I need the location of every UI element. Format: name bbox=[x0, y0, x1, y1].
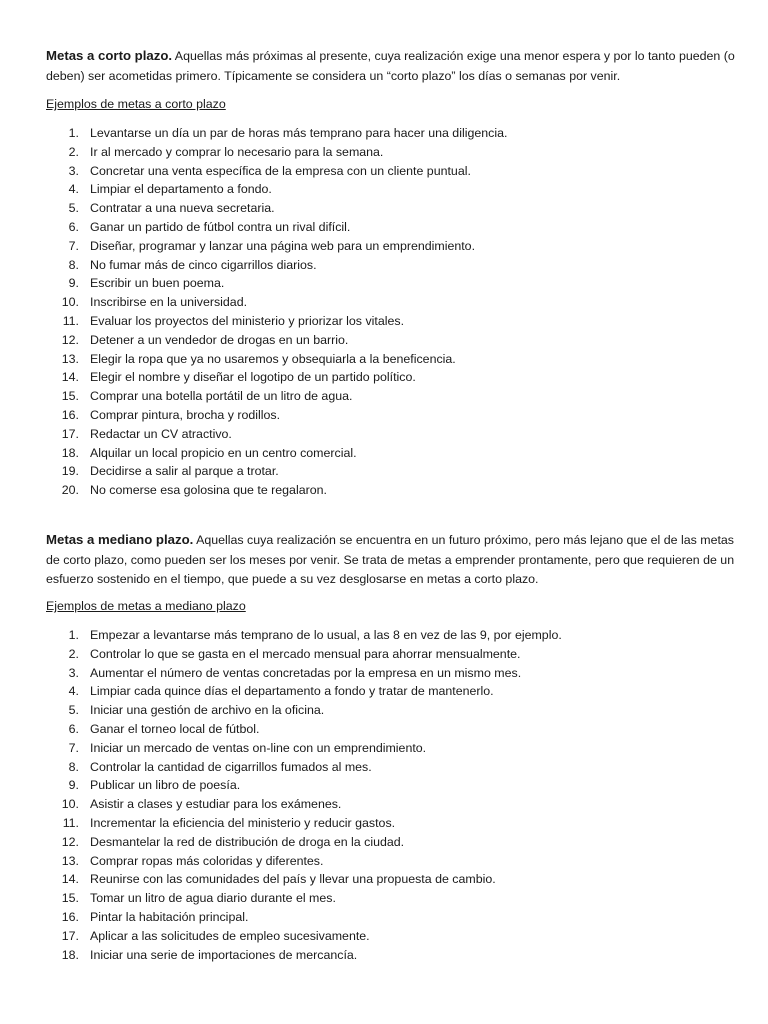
list-item-text: Detener a un vendedor de drogas en un barrio. bbox=[90, 332, 349, 347]
list-item-text: Alquilar un local propicio en un centro comercial. bbox=[90, 445, 357, 460]
medium-term-list-wrap bbox=[46, 626, 736, 964]
list-item-text: Pintar la habitación principal. bbox=[90, 909, 249, 924]
medium-term-examples-heading-wrap bbox=[46, 597, 736, 616]
list-item-text: Levantarse un día un par de horas más temprano para hacer una diligencia. bbox=[90, 126, 508, 140]
list-item-text: Controlar lo que se gasta en el mercado mensual para ahorrar mensualmente. bbox=[90, 646, 521, 661]
list-item-number: 4. bbox=[68, 684, 79, 699]
list-item-text: Inscribirse en la universidad. bbox=[90, 295, 248, 310]
list-item-text: Reunirse con las comunidades del país y llevar una propuesta de cambio. bbox=[90, 872, 496, 887]
list-item-number: 15. bbox=[61, 891, 79, 906]
list-item-number: 14. bbox=[61, 370, 79, 385]
list-item-number: 9. bbox=[68, 276, 79, 291]
list-item-number: 1. bbox=[68, 126, 79, 140]
list-item-number: 2. bbox=[68, 144, 79, 159]
list-item bbox=[46, 645, 736, 664]
list-item-text: Incrementar la eficiencia del ministerio y reducir gastos. bbox=[90, 815, 396, 830]
medium-term-body: Aquellas cuya realización se encuentra en un futuro próximo, pero más lejano que el de las metas de corto plazo, como pueden ser los meses por venir. Se trata de metas a emprender prontamente, pero que requieren de un esfuerzo sostenido en el tiempo, que puede a su vez desglosarse en metas a corto plazo. bbox=[46, 533, 735, 586]
list-item-number: 7. bbox=[68, 238, 79, 253]
short-term-body: Aquellas más próximas al presente, cuya realización exige una menor espera y por lo tanto pueden (o deben) ser acometidas primero. Típicamente se considera un “corto plazo” los días o semanas por venir. bbox=[46, 49, 735, 83]
short-term-examples-heading-wrap bbox=[46, 95, 736, 114]
list-item-number: 8. bbox=[68, 759, 79, 774]
list-item-number: 9. bbox=[68, 778, 79, 793]
list-item bbox=[46, 664, 736, 683]
list-item-number: 3. bbox=[68, 163, 79, 178]
list-item bbox=[46, 701, 736, 720]
list-item-text: Ir al mercado y comprar lo necesario para la semana. bbox=[90, 144, 384, 159]
list-item bbox=[46, 406, 736, 425]
list-item bbox=[46, 946, 736, 965]
list-item-number: 1. bbox=[68, 628, 79, 642]
list-item bbox=[46, 776, 736, 795]
list-item-text: Publicar un libro de poesía. bbox=[90, 778, 241, 793]
medium-term-paragraph bbox=[46, 530, 736, 590]
list-item bbox=[46, 720, 736, 739]
list-item-number: 13. bbox=[61, 351, 79, 366]
list-item-text: Escribir un buen poema. bbox=[90, 276, 225, 291]
list-item-number: 3. bbox=[68, 665, 79, 680]
list-item-text: Empezar a levantarse más temprano de lo usual, a las 8 en vez de las 9, por ejemplo. bbox=[90, 628, 562, 642]
list-item bbox=[46, 256, 736, 275]
short-term-list-wrap bbox=[46, 124, 736, 500]
list-item-number: 19. bbox=[61, 464, 79, 479]
list-item bbox=[46, 143, 736, 162]
short-term-lead: Metas a corto plazo. bbox=[46, 48, 173, 63]
list-item bbox=[46, 293, 736, 312]
list-item-text: Ganar el torneo local de fútbol. bbox=[90, 721, 260, 736]
list-item bbox=[46, 889, 736, 908]
list-item-number: 16. bbox=[61, 407, 79, 422]
list-item-text: Decidirse a salir al parque a trotar. bbox=[90, 464, 279, 479]
list-item-number: 12. bbox=[61, 332, 79, 347]
list-item-number: 2. bbox=[68, 646, 79, 661]
list-item-number: 11. bbox=[62, 313, 79, 328]
list-item bbox=[46, 758, 736, 777]
list-item-text: Elegir el nombre y diseñar el logotipo de un partido político. bbox=[90, 370, 416, 385]
list-item bbox=[46, 218, 736, 237]
list-item bbox=[46, 162, 736, 181]
list-item-text: Concretar una venta específica de la empresa con un cliente puntual. bbox=[90, 163, 471, 178]
short-term-paragraph bbox=[46, 46, 736, 86]
list-item bbox=[46, 814, 736, 833]
list-item-number: 4. bbox=[68, 182, 79, 197]
list-item bbox=[46, 682, 736, 701]
list-item-number: 14. bbox=[61, 872, 79, 887]
short-term-examples-heading: Ejemplos de metas a corto plazo bbox=[46, 97, 226, 111]
list-item bbox=[46, 368, 736, 387]
list-item-text: Asistir a clases y estudiar para los exámenes. bbox=[90, 797, 342, 812]
list-item-text: Aumentar el número de ventas concretadas por la empresa en un mismo mes. bbox=[90, 665, 522, 680]
list-item-text: Iniciar un mercado de ventas on-line con un emprendimiento. bbox=[90, 740, 427, 755]
list-item bbox=[46, 350, 736, 369]
list-item-text: Evaluar los proyectos del ministerio y priorizar los vitales. bbox=[90, 313, 405, 328]
list-item-number: 15. bbox=[61, 389, 79, 404]
short-term-section bbox=[46, 46, 736, 86]
list-item bbox=[46, 387, 736, 406]
list-item-number: 6. bbox=[68, 721, 79, 736]
list-item-number: 12. bbox=[61, 834, 79, 849]
list-item-text: Iniciar una gestión de archivo en la oficina. bbox=[90, 703, 325, 718]
list-item-text: No comerse esa golosina que te regalaron. bbox=[90, 483, 327, 498]
list-item bbox=[46, 180, 736, 199]
list-item-number: 7. bbox=[68, 740, 79, 755]
list-item bbox=[46, 927, 736, 946]
list-item bbox=[46, 739, 736, 758]
list-item bbox=[46, 626, 736, 645]
medium-term-lead: Metas a mediano plazo. bbox=[46, 532, 194, 547]
list-item bbox=[46, 833, 736, 852]
list-item bbox=[46, 331, 736, 350]
list-item-text: Comprar pintura, brocha y rodillos. bbox=[90, 407, 281, 422]
list-item bbox=[46, 124, 736, 143]
list-item-text: Redactar un CV atractivo. bbox=[90, 426, 232, 441]
list-item-number: 11. bbox=[62, 815, 79, 830]
list-item bbox=[46, 795, 736, 814]
list-item bbox=[46, 237, 736, 256]
list-item-text: Contratar a una nueva secretaria. bbox=[90, 201, 275, 216]
list-item-text: Elegir la ropa que ya no usaremos y obsequiarla a la beneficencia. bbox=[90, 351, 456, 366]
list-item-number: 5. bbox=[68, 703, 79, 718]
medium-term-section bbox=[46, 530, 736, 590]
list-item-text: Comprar una botella portátil de un litro de agua. bbox=[90, 389, 353, 404]
list-item-text: Comprar ropas más coloridas y diferentes. bbox=[90, 853, 324, 868]
list-item-number: 18. bbox=[61, 947, 79, 962]
list-item-text: Diseñar, programar y lanzar una página web para un emprendimiento. bbox=[90, 238, 476, 253]
list-item bbox=[46, 425, 736, 444]
short-term-list bbox=[46, 124, 736, 500]
list-item-text: Desmantelar la red de distribución de droga en la ciudad. bbox=[90, 834, 405, 849]
list-item-number: 10. bbox=[61, 295, 79, 310]
list-item-text: Aplicar a las solicitudes de empleo sucesivamente. bbox=[90, 928, 370, 943]
list-item-number: 5. bbox=[68, 201, 79, 216]
medium-term-list bbox=[46, 626, 736, 964]
list-item-text: No fumar más de cinco cigarrillos diarios. bbox=[90, 257, 317, 272]
list-item-text: Ganar un partido de fútbol contra un rival difícil. bbox=[90, 219, 351, 234]
list-item bbox=[46, 444, 736, 463]
list-item-text: Limpiar cada quince días el departamento a fondo y tratar de mantenerlo. bbox=[90, 684, 494, 699]
medium-term-examples-heading: Ejemplos de metas a mediano plazo bbox=[46, 599, 246, 613]
list-item bbox=[46, 852, 736, 871]
list-item bbox=[46, 870, 736, 889]
list-item-number: 13. bbox=[61, 853, 79, 868]
list-item-text: Iniciar una serie de importaciones de mercancía. bbox=[90, 947, 358, 962]
list-item-number: 6. bbox=[68, 219, 79, 234]
list-item bbox=[46, 462, 736, 481]
list-item bbox=[46, 312, 736, 331]
list-item-text: Limpiar el departamento a fondo. bbox=[90, 182, 272, 197]
list-item bbox=[46, 199, 736, 218]
list-item-number: 17. bbox=[61, 426, 79, 441]
list-item-number: 20. bbox=[61, 483, 79, 498]
list-item-text: Controlar la cantidad de cigarrillos fumados al mes. bbox=[90, 759, 372, 774]
list-item-number: 17. bbox=[61, 928, 79, 943]
list-item bbox=[46, 908, 736, 927]
list-item-number: 10. bbox=[61, 797, 79, 812]
list-item-number: 16. bbox=[61, 909, 79, 924]
list-item-number: 18. bbox=[61, 445, 79, 460]
list-item-number: 8. bbox=[68, 257, 79, 272]
list-item bbox=[46, 274, 736, 293]
list-item-text: Tomar un litro de agua diario durante el mes. bbox=[90, 891, 336, 906]
list-item bbox=[46, 481, 736, 500]
